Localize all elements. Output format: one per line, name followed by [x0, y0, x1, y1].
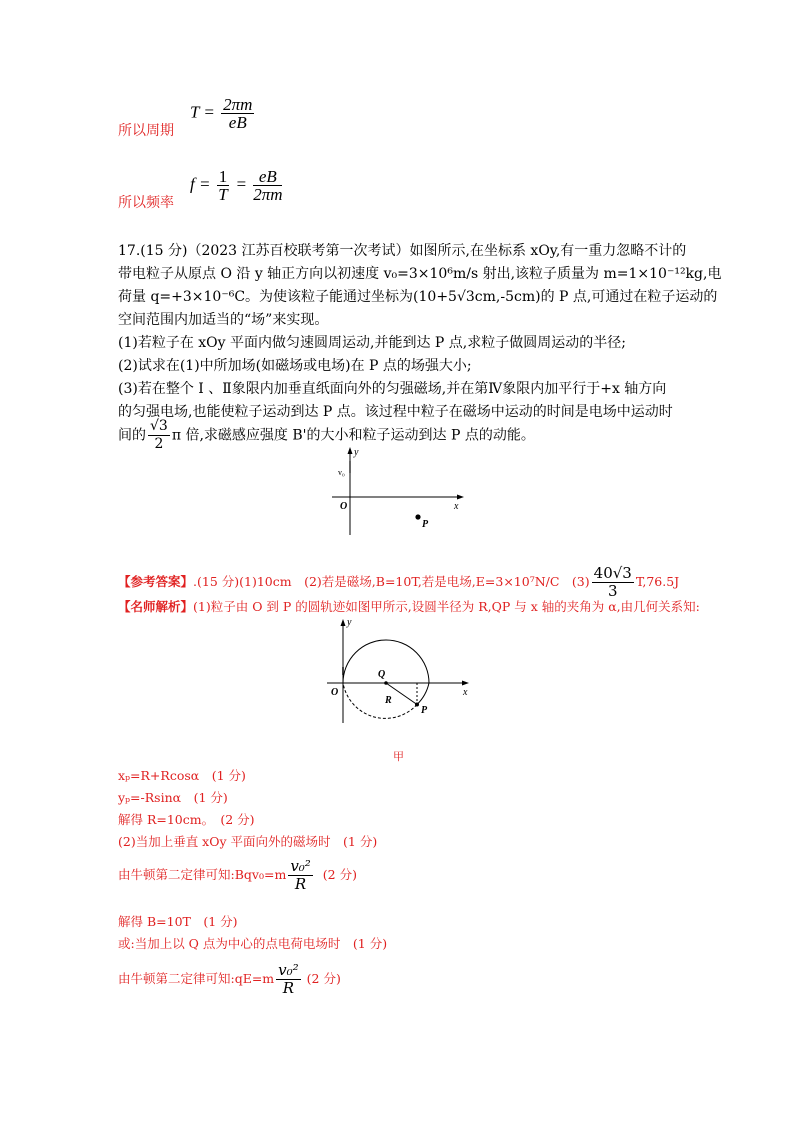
problem-line-6: (2)试求在(1)中所加场(如磁场或电场)在 P 点的场强大小;: [118, 358, 472, 374]
fig2-circle-dashed: [343, 683, 417, 718]
period-label: 所以周期: [118, 123, 174, 139]
problem-line-5: (1)若粒子在 xOy 平面内做匀速圆周运动,并能到达 P 点,求粒子做圆周运动的半径;: [118, 335, 626, 351]
answer-frac-den: 3: [607, 582, 618, 600]
period-formula: [190, 96, 256, 131]
newton-e-pre: 由牛顿第二定律可知:qE=m: [118, 971, 275, 986]
fig2-r-label: R: [385, 695, 392, 706]
newton-b-pre: 由牛顿第二定律可知:Bqv₀=m: [118, 867, 287, 882]
fig2-x-label: x: [463, 687, 468, 698]
problem-line-4: 空间范围内加适当的“场”来实现。: [118, 312, 329, 328]
fig1-x-label: x: [454, 501, 459, 512]
line9-num: √3: [150, 418, 168, 434]
answer-tail: T,76.5J: [635, 574, 680, 589]
fig2-circle-arc-to-p: [417, 683, 429, 705]
answer-frac-num: 40√3: [593, 564, 632, 582]
period-num: 2πm: [223, 95, 253, 114]
line9-post: π 倍,求磁感应强度 B'的大小和粒子运动到达 P 点的动能。: [171, 427, 535, 444]
freq-den2: 2πm: [253, 185, 283, 204]
fig1-p-label: P: [422, 519, 429, 530]
step-newton-b: [118, 858, 357, 893]
newton-e-post: (2 分): [306, 971, 341, 986]
fig1-origin-label: O: [340, 501, 348, 512]
fig2-point-p: [415, 703, 419, 707]
fig2-origin-label: O: [331, 687, 339, 698]
analysis-tag: 【名师解析】: [118, 599, 194, 614]
newton-e-num: v₀²: [278, 961, 299, 979]
fig2-p-label: P: [421, 705, 428, 716]
fig1-x-arrow: [457, 495, 464, 500]
fig2-center-q: [384, 681, 388, 685]
step-newton-e: [118, 962, 341, 997]
answer-line: [118, 565, 679, 600]
answer-tag: 【参考答案】: [118, 574, 194, 589]
line9-den: 2: [154, 436, 164, 452]
step-electric: 或:当加上以 Q 点为中心的点电荷电场时 (1 分): [118, 936, 388, 951]
step-b-result: 解得 B=10T (1 分): [118, 914, 238, 929]
problem-line-8: 的匀强电场,也能使粒子运动到达 P 点。该过程中粒子在磁场中运动的时间是电场中运动时: [118, 404, 673, 420]
fig2-y-label: y: [347, 617, 352, 628]
period-lhs: T =: [190, 102, 215, 122]
problem-line-1: 17.(15 分)（2023 江苏百校联考第一次考试）如图所示,在坐标系 xOy,有一重力忽略不计的: [118, 243, 687, 259]
step-magnetic: (2)当加上垂直 xOy 平面向外的磁场时 (1 分): [118, 834, 378, 849]
freq-lhs: f =: [190, 174, 211, 194]
period-den: eB: [228, 113, 247, 132]
fig2-circle-upper: [343, 640, 429, 683]
problem-line-3: 荷量 q=+3×10⁻⁶C。为使该粒子能通过坐标为(10+5√3cm,-5cm)的 P 点,可通过在粒子运动的: [118, 289, 718, 305]
fig1-y-arrow: [348, 447, 353, 454]
problem-line-2: 带电粒子从原点 O 沿 y 轴正方向以初速度 v₀=3×10⁶m/s 射出,该粒子质量为 m=1×10⁻¹²kg,电: [118, 266, 722, 282]
coordinate-figure: [330, 445, 470, 540]
step-yp: yₚ=-Rsinα (1 分): [118, 790, 228, 805]
step-xp: xₚ=R+Rcosα (1 分): [118, 768, 246, 783]
step-radius: 解得 R=10cm。 (2 分): [118, 812, 255, 827]
fig2-q-label: Q: [378, 669, 386, 680]
problem-line-7: (3)若在整个 Ⅰ 、Ⅱ象限内加垂直纸面向外的匀强磁场,并在第Ⅳ象限内加平行于+x 轴方向: [118, 381, 667, 397]
freq-num1: 1: [218, 167, 228, 186]
analysis-text: (1)粒子由 O 到 P 的圆轨迹如图甲所示,设圆半径为 R,QP 与 x 轴的夹角为 α,由几何关系知:: [193, 599, 700, 614]
answer-text: .(15 分)(1)10cm (2)若是磁场,B=10T,若是电场,E=3×10⁷N/C (3): [193, 574, 590, 589]
line9-pre: 间的: [118, 427, 146, 444]
newton-e-den: R: [282, 979, 295, 997]
fig1-v0-label: v₀: [338, 468, 345, 477]
fig1-y-label: y: [354, 447, 359, 458]
fig2-y-arrow: [341, 619, 346, 626]
problem-line-9: [118, 418, 535, 453]
freq-den1: T: [218, 185, 228, 204]
figure-caption: 甲: [393, 750, 404, 763]
newton-b-num: v₀²: [290, 857, 311, 875]
newton-b-post: (2 分): [322, 867, 357, 882]
fig1-point-p: [415, 514, 420, 519]
analysis-line: [118, 597, 700, 615]
newton-b-den: R: [294, 875, 307, 893]
fig2-x-arrow: [462, 681, 469, 686]
freq-formula: [190, 168, 284, 203]
circle-trajectory-figure: [325, 615, 475, 725]
freq-eq: =: [235, 174, 247, 194]
freq-num2: eB: [253, 168, 282, 186]
freq-label: 所以频率: [118, 195, 174, 211]
